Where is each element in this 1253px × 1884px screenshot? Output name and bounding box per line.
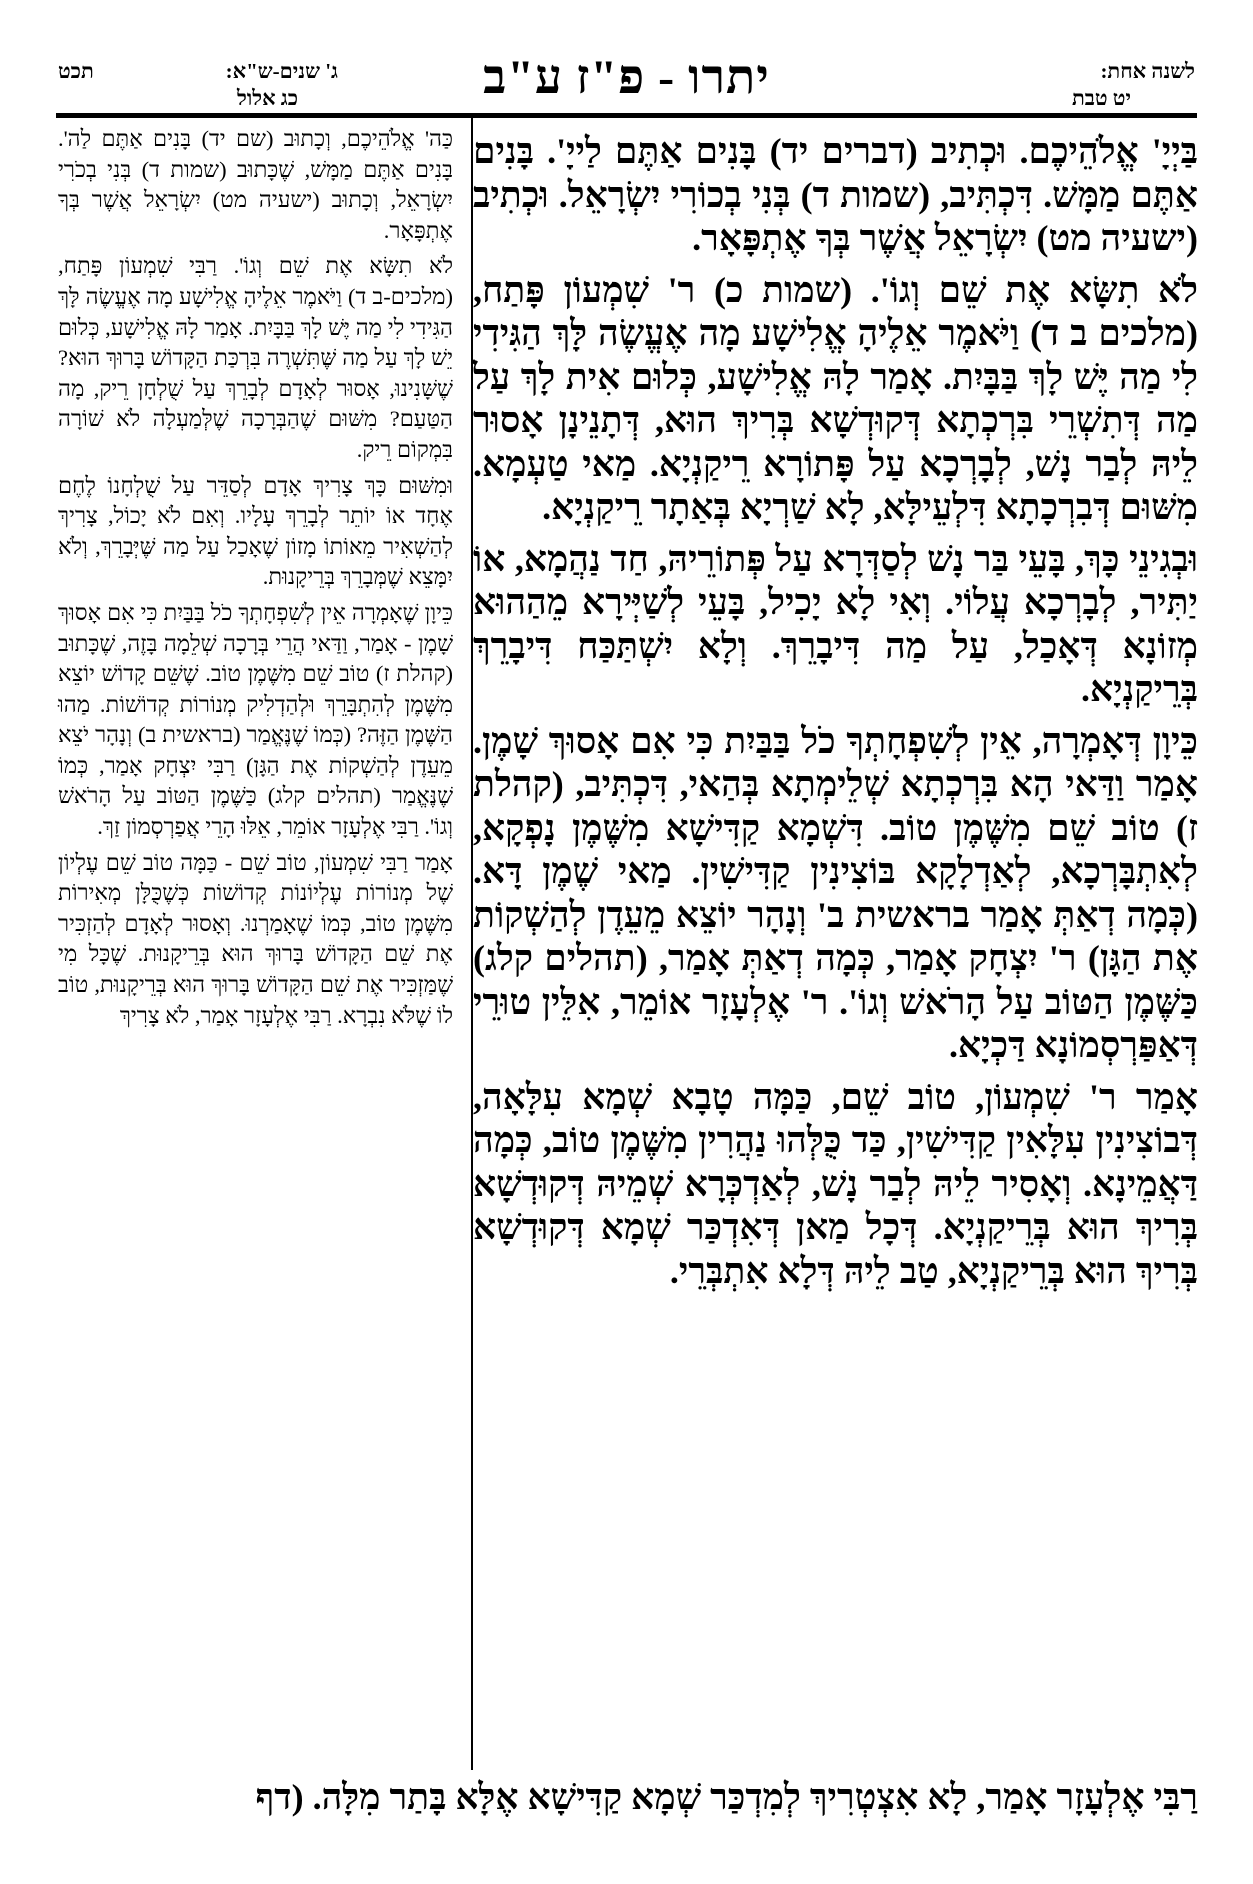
header-divider (56, 113, 1197, 118)
one-year-label: לשנה אחת: (1100, 59, 1195, 83)
main-paragraph: כֵּיוָן דְּאָמְרָה, אֵין לְשִׁפְחָתְךָ כֹל בַּבַּיִת כִּי אִם אָסוּךְ שָׁמֶן. אָמַר וַדַּאי הָא בִּרְכְתָא שְׁלֵימְתָא בְּהַאי, דִּכְתִּיב, (קהלת ז) טוֹב שֵׁם מִשֶּׁמֶן טוֹב. דִּשְׁמָא קַדִּישָׁא מִשֶּׁמֶן נָפְקָא, לְאִתְבָּרְכָא, לְאַדְלָקָא בּוֹצִינִין קַדִּישִׁין. מַאי שֶׁמֶן דָּא. (כְּמָה דְאַתְּ אָמַר בראשית ב' וְנָהָר יוֹצֵא מֵעֵדֶן לְהַשְׁקוֹת אֶת הַגָּן) ר' יִצְחָק אָמַר, כְּמָה דְאַתְּ אָמַר, (תהלים קלג) כַּשֶּׁמֶן הַטּוֹב עַל הָרֹאשׁ וְגוֹ'. ר' אֶלְעָזָר אוֹמֵר, אִלֵּין טוּרֵי דְּאַפַּרְסְמוֹנָא דַּכְיָא. (473, 720, 1198, 1065)
side-paragraph: כֵּיוָן שֶׁאָמְרָה אֵין לְשִׁפְחָתְךָ כֹל בַּבַּיִת כִּי אִם אָסוּךְ שָׁמֶן - אָמַר, וַדַּאי הֲרֵי בְּרָכָה שְׁלֵמָה בָּזֶה, שֶׁכָּתוּב (קהלת ז) טוֹב שֵׁם מִשֶּׁמֶן טוֹב. שֶׁשֵּׁם קָדוֹשׁ יוֹצֵא מִשֶּׁמֶן לְהִתְבָּרֵךְ וּלְהַדְלִיק מְנוֹרוֹת קְדוֹשׁוֹת. מַהוּ הַשֶּׁמֶן הַזֶּה? (כְּמוֹ שֶׁנֶּאֱמַר (בראשית ב) וְנָהָר יֹצֵא מֵעֵדֶן לְהַשְׁקוֹת אֶת הַגָּן) רַבִּי יִצְחָק אָמַר, כְּמוֹ שֶׁנֶּאֱמַר (תהלים קלג) כַּשֶּׁמֶן הַטּוֹב עַל הָרֹאשׁ וְגוֹ'. רַבִּי אֶלְעָזָר אוֹמֵר, אֵלּוּ הָרֵי אֲפַרְסְמוֹן זַךְ. (58, 599, 453, 840)
three-years-date: כג אלול (237, 86, 298, 110)
main-paragraph: וּבְגִינֵי כָּךְ, בָּעֵי בַּר נָשׁ לְסַדְּרָא עַל פְּתוֹרֵיהּ, חַד נַהֲמָא, אוֹ יַתִּיר, לְבָרְכָא עֲלוֹי. וְאִי לָא יָכִיל, בָּעֵי לְשַׁיְּירָא מֵהַהוּא מְזוֹנָא דְּאָכַל, עַל מַה דִּיבָרֵךְ. וְלָא יִשְׁתַּכַּח דִּיבָרֵךְ בְּרֵיקַנְיָא. (473, 538, 1198, 709)
bottom-line: רַבִּי אֶלְעָזָר אָמַר, לָא אִצְטְרִיךְ לְמִדְכַּר שְׁמָא קַדִּישָׁא אֶלָּא בָּתַר מִלָּה. (דף (255, 1777, 1198, 1817)
page-number: תכט (58, 59, 94, 83)
side-paragraph: וּמִשּׁוּם כָּךְ צָרִיךְ אָדָם לְסַדֵּר עַל שֻׁלְחָנוֹ לֶחֶם אֶחָד אוֹ יוֹתֵר לְבָרֵךְ עָלָיו. וְאִם לֹא יָכוֹל, צָרִיךְ לְהַשְׁאִיר מֵאוֹתוֹ מָזוֹן שֶׁאָכַל עַל מַה שֶּׁיְּבָרֵךְ, וְלֹא יִמָּצֵא שֶׁמְּבָרֵךְ בְּרֵיקָנוּת. (58, 472, 453, 590)
page-title: יתרו - פ"ז ע"ב (483, 51, 770, 104)
aramaic-main-column (473, 130, 1198, 1301)
one-year-date: יט טבת (1071, 86, 1131, 110)
hebrew-translation-column (58, 124, 453, 1036)
side-paragraph: לֹא תִשָּׂא אֶת שֵׁם וְגוֹ'. רַבִּי שִׁמְעוֹן פָּתַח, (מלכים-ב ד) וַיֹּאמֶר אֵלֶיהָ אֱלִישָׁע מָה אֶעֱשֶׂה לָּךְ הַגִּידִי לִי מַה יֶּשׁ לָךְ בַּבָּיִת. אָמַר לָהּ אֱלִישָׁע, כְּלוּם יֵשׁ לָךְ עַל מַה שֶּׁתִּשְׁרֶה בִּרְכַּת הַקָּדוֹשׁ בָּרוּךְ הוּא? שֶׁשָּׁנִינוּ, אָסוּר לְאָדָם לְבָרֵךְ עַל שֻׁלְחָן רֵיק, מָה הַטַּעַם? מִשּׁוּם שֶׁהַבְּרָכָה שֶׁלְּמַעְלָה לֹא שׁוֹרָה בִּמְקוֹם רֵיק. (58, 253, 453, 462)
main-paragraph: אָמַר ר' שִׁמְעוֹן, טוֹב שֵׁם, כַּמָּה טָבָא שְׁמָא עִלָּאָה, דְּבוֹצִינִין עִלָּאִין קַדִּישִׁין, כַּד כֻּלְּהוּ נַהֲרִין מִשֶּׁמֶן טוֹב, כְּמָה דַּאֲמֵינָא. וְאָסִיר לֵיהּ לְבַר נָשׁ, לְאַדְכְּרָא שְׁמֵיהּ דְּקוּדְשָׁא בְּרִיךְ הוּא בְּרֵיקַנְיָא. דְּכָל מַאן דְּאִדְכַּר שְׁמָא דְּקוּדְשָׁא בְּרִיךְ הוּא בְּרֵיקַנְיָא, טַב לֵיהּ דְּלָא אִתְבְּרֵי. (473, 1076, 1198, 1291)
main-paragraph: לֹא תִשָּׂא אֶת שֵׁם וְגוֹ'. (שמות כ) ר' שִׁמְעוֹן פָּתַח, (מלכים ב ד) וַיֹּאמֶר אֵלֶיהָ אֱלִישָׁע מָה אֶעֱשֶׂה לָּךְ הַגִּידִי לִי מַה יֶּשׁ לָךְ בַּבָּיִת. אָמַר לָהּ אֱלִישָׁע, כְּלוּם אִית לָךְ עַל מַה דְּתִשְׁרֵי בִּרְכְתָא דְּקוּדְשָׁא בְּרִיךְ הוּא, דְּתָנֵינָן אָסוּר לֵיהּ לְבַר נָשׁ, לְבָרְכָא עַל פָּתוֹרָא רֵיקַנְיָא. מַאי טַעְמָא. מִשּׁוּם דְּבִרְכָתָא דִּלְעֵילָּא, לָא שַׁרְיָא בְּאַתָר רֵיקַנְיָא. (473, 269, 1198, 527)
column-divider (471, 118, 473, 1770)
side-paragraph: אָמַר רַבִּי שִׁמְעוֹן, טוֹב שֵׁם - כַּמָּה טוֹב שֵׁם עֶלְיוֹן שֶׁל מְנוֹרוֹת עֶלְיוֹנוֹת קְדוֹשׁוֹת כְּשֶׁכֻּלָּן מְאִירוֹת מִשֶּׁמֶן טוֹב, כְּמוֹ שֶׁאָמַרְנוּ. וְאָסוּר לְאָדָם לְהַזְכִּיר אֶת שֵׁם הַקָּדוֹשׁ בָּרוּךְ הוּא בְּרֵיקָנוּת. שֶׁכָּל מִי שֶׁמַּזְכִּיר אֶת שֵׁם הַקָּדוֹשׁ בָּרוּךְ הוּא בְּרֵיקָנוּת, טוֹב לוֹ שֶׁלֹּא נִבְרָא. רַבִּי אֶלְעָזָר אָמַר, לֹא צָרִיךְ (58, 849, 453, 1028)
three-years-label: ג' שנים-ש"א: (225, 59, 338, 83)
side-paragraph: כַּה' אֱלֹהֵיכֶם, וְכָתוּב (שם יד) בָּנִים אַתֶּם לַה'. בָּנִים אַתֶּם מַמָּשׁ, שֶׁכָּתוּב (שמות ד) בְּנִי בְכֹרִי יִשְׂרָאֵל, וְכָתוּב (ישעיה מט) יִשְׂרָאֵל אֲשֶׁר בְּךָ אֶתְפָּאָר. (58, 126, 453, 243)
main-paragraph: בַּיְיָ' אֱלֹהֵיכֶם. וּכְתִיב (דברים יד) בָּנִים אַתֶּם לַייָ'. בָּנִים אַתֶּם מַמָּשׁ. דִּכְתִּיב, (שמות ד) בְּנִי בְכוֹרִי יִשְׂרָאֵל. וּכְתִיב (ישעיה מט) יִשְׂרָאֵל אֲשֶׁר בְּךָ אֶתְפָּאָר. (473, 131, 1198, 258)
header-three-years (58, 58, 338, 112)
